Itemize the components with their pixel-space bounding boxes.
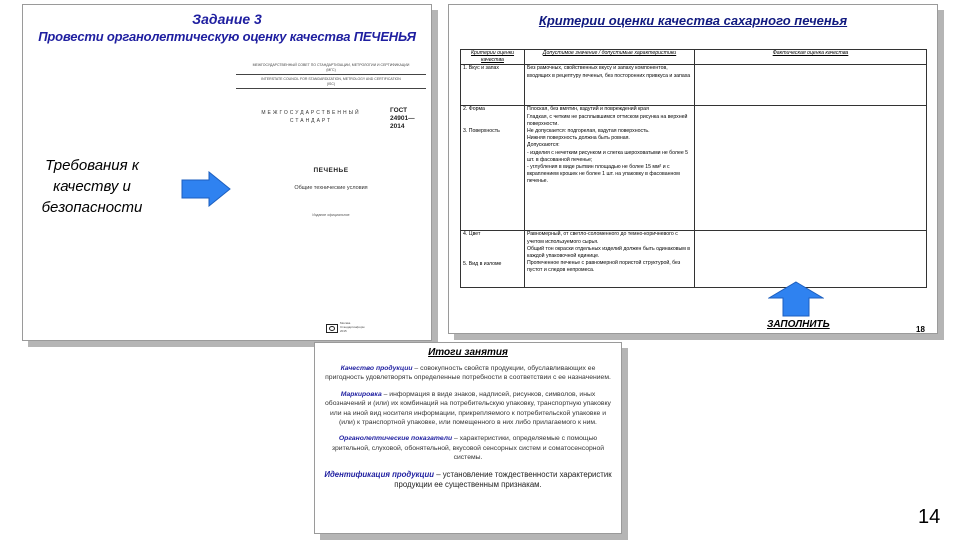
task-subtitle: Провести органолептическую оценку качества ПЕЧЕНЬЯ (38, 29, 416, 44)
arrow-right-icon (181, 171, 231, 207)
task-panel (22, 4, 432, 341)
gost-standard-label: МЕЖГОСУДАРСТВЕННЫЙ СТАНДАРТ (261, 110, 361, 124)
allowed-text: Без рамочных, свойственных вкусу и запаху компонентов, входящих в рецептуру печенья, без посторонних привкуса и запаха (527, 65, 691, 79)
definition (321, 390, 615, 428)
allowed-cell (525, 65, 695, 106)
gost-header-line: INTERSTATE COUNCIL FOR STANDARDIZATION, METROLOGY AND CERTIFICATION (261, 77, 401, 82)
allowed-text: Плоская, без вмятин, вздутий и повреждений края (527, 106, 649, 113)
actual-cell[interactable] (695, 106, 927, 231)
table-header: Допустимое значение / допустимые характеристики (525, 50, 695, 65)
criteria-name: 5. Вид в изломе (463, 260, 502, 267)
standartinform-logo-icon (326, 324, 338, 333)
summary-heading: Итоги занятия (428, 347, 508, 358)
criteria-title: Критерии оценки качества сахарного печенья (538, 13, 848, 28)
criteria-table (460, 49, 927, 288)
gost-header-line: (МГС) (326, 67, 336, 72)
table-row (461, 106, 927, 231)
definition (321, 470, 615, 491)
summary-panel (314, 342, 622, 534)
criteria-panel (448, 4, 938, 334)
definition-text: – совокупность свойств продукции, обуславливающих ее пригодность удовлетворять определенные потребности в соответствии с ее назначением. (325, 365, 611, 382)
criteria-name: 3. Поверхность (463, 127, 500, 134)
panel-page-number: 18 (916, 325, 925, 334)
gost-number-line: ГОСТ (390, 107, 408, 114)
gost-document-thumbnail (236, 63, 426, 335)
gost-number-line: 2014 (390, 123, 405, 130)
gost-publisher (340, 321, 364, 333)
requirements-label (25, 155, 159, 218)
allowed-text: Пропеченное печенье с равномерной пористой структурой, без пустот и следов непромеса. (527, 260, 681, 274)
allowed-text: Не допускается: подгорелая, вздутая поверхность. (527, 128, 650, 135)
criteria-cell (461, 231, 525, 288)
allowed-text: - углубления в виде рытвин площадью не более 15 мм² и с вкраплением крошек не более 1 шт. на упаковку в фасованном печенье. (527, 164, 680, 185)
allowed-text: Общий тон окраски отдельных изделий должен быть одинаковым в каждой упаковочной единице. (527, 245, 690, 260)
criteria-cell (461, 65, 525, 106)
criteria-name: 2. Форма (463, 106, 485, 113)
table-row (461, 231, 927, 288)
gost-number (390, 107, 415, 131)
criteria-name: 1. Вкус и запах (463, 65, 500, 72)
actual-cell[interactable] (695, 65, 927, 106)
definition (321, 434, 615, 462)
gost-publisher-line: Стандартинформ (340, 325, 365, 329)
allowed-text: Гладкая, с четким не расплывшимся оттиском рисунка на верхней поверхности. (527, 113, 688, 127)
actual-cell[interactable] (695, 231, 927, 288)
definition (321, 364, 615, 383)
definition-text: – характеристики, определяемые с помощью зрительной, слуховой, обонятельной, вкусовой сенсорных систем и соматосенсорной системы. (331, 435, 605, 462)
fill-in-link[interactable]: ЗАПОЛНИТЬ (767, 319, 830, 330)
gost-header-line: МЕЖГОСУДАРСТВЕННЫЙ СОВЕТ ПО СТАНДАРТИЗАЦИИ, МЕТРОЛОГИИ И СЕРТИФИКАЦИИ (252, 63, 410, 67)
slide-number: 14 (918, 506, 941, 528)
gost-publisher-line: Москва (340, 321, 351, 325)
criteria-name: 4. Цвет (463, 231, 481, 238)
gost-number-line: 24901— (390, 115, 415, 122)
allowed-text: - изделия с нечетким рисунком и слегка шероховатыми не более 5 шт. в фасованной печенье; (527, 149, 689, 163)
definition-text: – информация в виде знаков, надписей, рисунков, символов, иных обозначений и (или) их комбинаций на потребительскую упаковку, транспортную упаковку или на иной вид носителя информации, прикрепляемого к потребительской упаковке и (или) к транспортной упаковке, или помещенного в них либо прилагаемого к ним. (325, 390, 611, 427)
definition-term: Маркировка (340, 390, 382, 398)
gost-publisher-line: 2015 (340, 329, 347, 333)
table-row (461, 65, 927, 106)
requirements-line: качеству и (53, 178, 131, 195)
gost-header-line: (ISC) (326, 81, 336, 86)
criteria-cell (461, 106, 525, 231)
definition-term: Органолептические показатели (338, 435, 453, 443)
table-header-row (461, 50, 927, 65)
requirements-line: безопасности (41, 199, 143, 216)
table-header: Критерии оценки качества (461, 50, 525, 65)
task-title: Задание 3 (192, 11, 262, 27)
requirements-line: Требования к (45, 157, 139, 174)
definition-text: – установление тождественности характеристик продукции ее существенным признакам. (394, 469, 612, 490)
table-header: Фактическая оценка качества (695, 50, 927, 65)
allowed-text: Равномерный, от светло-соломенного до темно-коричневого с учетом используемого сырья. (527, 231, 678, 245)
arrow-up-icon (768, 281, 824, 317)
definition-term: Идентификация продукции (324, 469, 435, 479)
allowed-text: Нижняя поверхность должна быть ровная. (527, 135, 630, 142)
allowed-cell (525, 231, 695, 288)
gost-product: ПЕЧЕНЬЕ (313, 167, 349, 174)
allowed-text: Допускаются: (527, 142, 560, 149)
definition-term: Качество продукции (340, 365, 413, 372)
allowed-cell (525, 106, 695, 231)
gost-header (236, 63, 426, 89)
gost-subtitle: Общие технические условия (294, 185, 368, 191)
gost-edition: Издание официальное (312, 213, 350, 217)
